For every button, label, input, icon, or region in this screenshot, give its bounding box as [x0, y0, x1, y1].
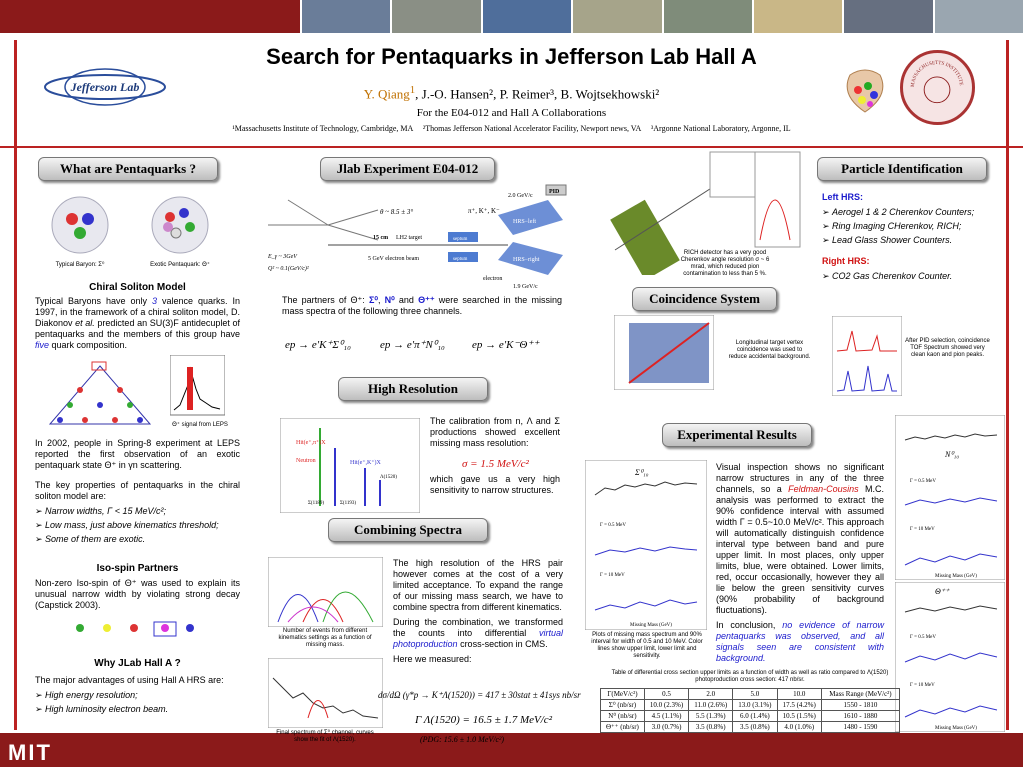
electron-label: electron [483, 276, 503, 282]
property-item: ➢ Low mass, just above kinematics threshold; [35, 520, 240, 531]
n0-results-plot [895, 415, 1005, 580]
baryon-caption: Typical Baryon: Σ⁰ [55, 262, 105, 268]
section-particle-identification: Particle Identification [817, 157, 987, 181]
pdg-value: (PDG: 15.6 ± 1.0 MeV/c²) [420, 735, 505, 744]
n0-xlabel: Missing Mass (GeV) [935, 574, 977, 579]
section-jlab-experiment: Jlab Experiment E04-012 [320, 157, 495, 181]
beam-label: 5 GeV electron beam [368, 256, 420, 262]
table-header-cell: 2.0 [689, 689, 733, 700]
collaboration-line: For the E04-012 and Hall A Collaborations [416, 107, 607, 119]
theta-xlabel: Missing Mass (GeV) [935, 726, 977, 731]
poster-title: Search for Pentaquarks in Jefferson Lab Hall A [266, 44, 757, 69]
left-hrs-item: ➢ Aerogel 1 & 2 Cherenkov Counters; [822, 207, 1002, 218]
res-label-epi: Hit(e⁺,π⁺)X [296, 440, 326, 446]
sigma-xlabel: Missing Mass (GeV) [630, 623, 672, 628]
tof-spectrum [832, 316, 902, 396]
other-authors: , J.-O. Hansen², P. Reimer³, B. Wojtsekhowski² [415, 86, 660, 102]
final-spectrum-plot [268, 658, 383, 728]
advantage-item: ➢ High energy resolution; [35, 690, 240, 701]
left-rule [14, 40, 17, 730]
experiment-setup-diagram [268, 180, 573, 292]
results-table [600, 688, 900, 733]
photo-1 [300, 0, 390, 33]
isospin-text: Non-zero Iso-spin of Θ⁺ was used to explain its unusual narrow width by violating strong decay (Capstick 2003). [35, 578, 240, 610]
chiral-soliton-title: Chiral Soliton Model [89, 282, 186, 293]
photo-7 [842, 0, 932, 33]
coincidence-vertex-plot [614, 315, 714, 390]
why-jlab-text: The major advantages of using Hall A HRS are: ➢ High energy resolution; ➢ High luminosity electron beam. [35, 675, 240, 718]
res-label-s1189: Σ(1189) [308, 501, 325, 506]
table-header-cell: 10.0 [777, 689, 821, 700]
three-quarks: 3 [151, 296, 157, 306]
leps-caption: Θ⁺ signal from LEPS [172, 422, 228, 428]
left-hrs-item: ➢ Lead Glass Shower Counters. [822, 235, 1002, 246]
table-row: Σ⁰ (nb/sr) 10.0 (2.3%) 11.0 (2.6%) 13.0 (3.1%) 17.5 (4.2%) 1550 - 1810 [601, 700, 900, 711]
pid-lists: Left HRS: ➢ Aerogel 1 & 2 Cherenkov Counters; ➢ Ring Imaging CHerenkov, RICH; ➢ Lead Glass Shower Counters. Right HRS: ➢ CO2 Gas Cherenkov Counter. [822, 192, 1002, 285]
cross-section-formula: dσ/dΩ (γ*p → K⁺Λ(1520)) = 417 ± 30stat ± 41sys nb/sr [378, 690, 581, 700]
n0-plot-label: N⁰₁₀ [945, 450, 960, 459]
five-quarks: five [35, 340, 50, 350]
q2-label: Q² ~ 0.1(GeV/c)² [268, 266, 309, 272]
table-title: Table of differential cross section upper limits as a function of width as well as ratio compared to Λ(1520) photoproduction cross section: 417 nb/sr. [611, 670, 889, 683]
isospin-title: Iso-spin Partners [96, 563, 179, 574]
final-caption: Final spectrum of Σ⁰ channel, curves show the fit of Λ(1520). [276, 730, 374, 743]
advantage-item: ➢ High luminosity electron beam. [35, 704, 240, 715]
table-header-cell: Γ(MeV/c²) [601, 689, 645, 700]
table-header-cell: 0.5 [644, 689, 688, 700]
table-row: N⁰ (nb/sr) 4.5 (1.1%) 5.5 (1.3%) 6.0 (1.4%) 10.5 (1.5%) 1610 - 1880 [601, 711, 900, 722]
mit-seal-text: MASSACHUSETTS INSTITUTE [909, 60, 965, 88]
rich-caption: RICH detector has a very good Cherenkov angle resolution σ ~ 6 mrad, which reduced pion contamination to less than 5 %. [680, 250, 770, 277]
isospin-multiplet [70, 620, 200, 642]
target-label: LH2 target [396, 235, 423, 241]
pid-label: PID [549, 189, 560, 195]
partners-text: The partners of Θ⁺: Σ⁰, N⁰ and Θ⁺⁺ were searched in the missing mass spectra of the following three channels. [282, 295, 562, 316]
results-text: Visual inspection shows no significant narrow structures in any of the three channels, so a Feldman-Cousins M.C. analysis was performed to extract the 90% confidence interval with assumed width Γ = 0.5~10.0 MeV/c². This approach will automatically distinguish confidence interval type between band and pure upper limit. In most places, only upper limits, blue, were obtained. Lower limits, red, occur occasionally, however they all lie below the green sensitivity curves (90% probability of background fluctuations). In conclusion, no evidence of narrow pentaquarks was observed, and all signals seen are consistent with background. [716, 462, 884, 663]
res-label-neutron: Neutron [296, 458, 316, 464]
photo-8 [933, 0, 1023, 33]
mit-footer-logo: MIT [8, 740, 52, 765]
leps-text: In 2002, people in Spring-8 experiment at LEPS reported the first observation of an exotic pentaquark state Θ⁺ in γn scattering. [35, 438, 240, 470]
sigma-results-plot [585, 460, 707, 630]
why-jlab-title: Why JLab Hall A ? [94, 658, 181, 669]
chiral-soliton-text: Typical Baryons have only 3 valence quarks. In 1997, in the framework of a chiral soliton model, D. Diakonov et al. predicted an SU(3)F antidecuplet of pentaquarks and the members of this group have five quark composition. [35, 296, 240, 350]
key-properties: The key properties of pentaquarks in the chiral soliton model are: ➢ Narrow widths, Γ < 15 MeV/c²; ➢ Low mass, just above kinematics threshold; ➢ Some of them are exotic. [35, 480, 240, 548]
coincidence-caption: Longitudinal target vertex coincidence was used to reduce accidental background. [728, 340, 811, 360]
right-rule [1006, 40, 1009, 730]
sigma-gamma10: Γ = 10 MeV [600, 573, 625, 578]
septum-bottom: septum [453, 257, 468, 262]
bottom-banner [0, 733, 1023, 767]
pentaquark-caption: Exotic Pentaquark: Θ⁺ [150, 262, 210, 268]
hrs-left-label: HRS−left [513, 219, 537, 225]
author-list [0, 84, 1023, 102]
jlab-logo-text: Jefferson Lab [70, 80, 140, 94]
res-label-ek: Hit(e⁺,K⁺)X [350, 460, 381, 466]
theta-label: θ ~ 8.5 ± 3° [380, 208, 414, 216]
section-high-resolution: High Resolution [338, 377, 488, 401]
first-author: Y. Qiang [363, 86, 410, 102]
theta-gamma10: Γ = 10 MeV [910, 683, 935, 688]
table-header-cell: 5.0 [733, 689, 777, 700]
septum-top: septum [453, 237, 468, 242]
res-label-s1193: Σ(1193) [340, 501, 357, 506]
channel-n: ep → e′π⁺N⁰₁₀ [380, 339, 445, 351]
photo-5 [662, 0, 752, 33]
section-what-are-pentaquarks: What are Pentaquarks ? [38, 157, 218, 181]
momentum-left: 2.0 GeV/c [508, 193, 533, 199]
theta-results-plot [895, 582, 1005, 732]
target-length: 15 cm [373, 235, 389, 241]
kaons-label: π⁺, K⁺, K⁻ [468, 207, 500, 215]
section-combining-spectra: Combining Spectra [328, 518, 488, 542]
table-header-row [601, 689, 900, 700]
photo-6 [752, 0, 842, 33]
events-plot [268, 557, 383, 627]
baryon-diagram [50, 195, 110, 255]
title-divider [0, 146, 1023, 148]
momentum-right: 1.9 GeV/c [513, 284, 538, 290]
section-experimental-results: Experimental Results [662, 423, 812, 447]
pentaquark-diagram [150, 195, 210, 255]
sigma-plot-label: Σ⁰₁₀ [635, 468, 649, 477]
channel-sigma: ep → e′K⁺Σ⁰₁₀ [285, 339, 351, 351]
rich-detector-diagram [595, 150, 805, 275]
right-hrs-item: ➢ CO2 Gas Cherenkov Counter. [822, 271, 1002, 282]
table-row: Θ⁺⁺ (nb/sr) 3.0 (0.7%) 3.5 (0.8%) 3.5 (0.8%) 4.0 (1.0%) 1480 - 1590 [601, 722, 900, 733]
affiliations: ¹Massachusetts Institute of Technology, Cambridge, MA ²Thomas Jefferson National Accelerator Facility, Newport news, VA ³Argonne National Laboratory, Argonne, IL [232, 124, 791, 133]
section-coincidence-system: Coincidence System [632, 287, 777, 311]
sigma-gamma05: Γ = 0.5 MeV [600, 523, 626, 528]
sigma-resolution: σ = 1.5 MeV/c² [462, 458, 529, 470]
gamma-formula: Γ Λ(1520) = 16.5 ± 1.7 MeV/c² [415, 714, 552, 726]
antidecuplet-diagram [40, 360, 160, 432]
photo-4 [571, 0, 661, 33]
channel-theta: ep → e′K⁻Θ⁺⁺ [472, 339, 539, 351]
res-label-l1520: Λ(1520) [380, 475, 397, 480]
events-caption: Number of events from different kinematics settings as a function of missing mass. [278, 628, 372, 648]
plot-caption: Plots of missing mass spectrum and 90% interval for width of 0.5 and 10 MeV. Color lines show upper limit, lower limit and sensitivity. [591, 632, 703, 659]
egamma-label: E_γ ~ 3GeV [268, 254, 297, 260]
left-hrs-item: ➢ Ring Imaging CHerenkov, RICH; [822, 221, 1002, 232]
tof-caption: After PID selection, coincidence TOF Spectrum showed very clean kaon and pion peaks. [905, 338, 990, 358]
hires-text: The calibration from n, Λ and Σ productions showed excellent missing mass resolution: [430, 416, 560, 448]
n0-gamma05: Γ = 0.5 MeV [910, 479, 936, 484]
photo-strip [300, 0, 1023, 33]
theta-gamma05: Γ = 0.5 MeV [910, 635, 936, 640]
property-item: ➢ Narrow widths, Γ < 15 MeV/c²; [35, 506, 240, 517]
theta-plot-label: Θ⁺⁺ [935, 587, 950, 596]
photo-2 [390, 0, 480, 33]
leps-histogram [170, 355, 225, 420]
photo-3 [481, 0, 571, 33]
resolution-spectrum [280, 418, 420, 513]
hires-text-2: which gave us a very high sensitivity to narrow structures. [430, 474, 560, 495]
hrs-right-label: HRS−right [513, 257, 540, 263]
combine-text: The high resolution of the HRS pair however comes at the cost of a very limited acceptance. To expand the range of our missing mass search, we have to combine spectra from different kinematics. During the combination, we transformed the counts into differential virtual photoproduction cross-section in CMS. Here we measured: [393, 558, 563, 664]
property-item: ➢ Some of them are exotic. [35, 534, 240, 545]
table-header-cell: Mass Range (MeV/c²) [821, 689, 899, 700]
first-author-sup: 1 [409, 84, 416, 96]
n0-gamma10: Γ = 10 MeV [910, 527, 935, 532]
